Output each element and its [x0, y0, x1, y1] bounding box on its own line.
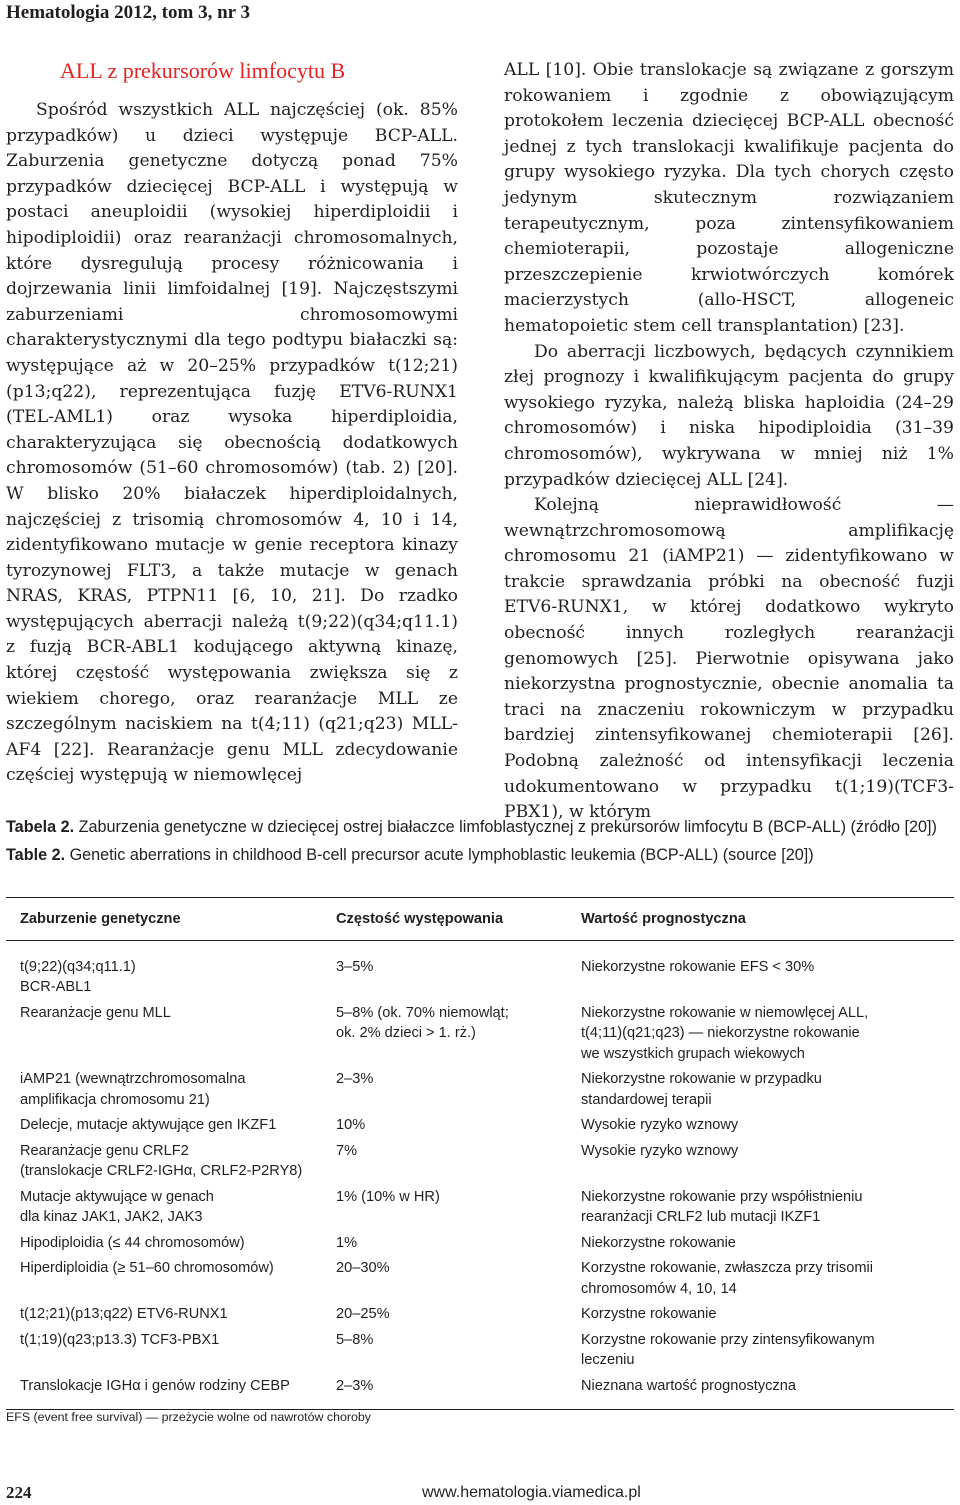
cell-aberration: iAMP21 (wewnątrzchromosomalna amplifikacja chromosomu 21) — [20, 1071, 246, 1108]
cell-prognosis: Korzystne rokowanie przy zintensyfikowanym leczeniu — [581, 1331, 875, 1368]
cell-aberration: Translokacje IGHα i genów rodziny CEBP — [20, 1377, 290, 1394]
cell-aberration: Hiperdiploidia (≥ 51–60 chromosomów) — [20, 1260, 274, 1276]
left-paragraph-1: Spośród wszystkich ALL najczęściej (ok. 85% przypadków) u dzieci występuje BCP-ALL. Zaburzenia genetyczne dotyczą ponad 75% przypadków dziecięcej BCP-ALL i występują w postaci aneuploidii (wysokiej hiperdiploidii i hipodiploidii) oraz rearanżacji chromosomalnych, które dysregulują procesy różnicowania i dojrzewania linii limfoidalnej [19]. Najczęstszymi zaburzeniami chromosomowymi charakterystycznymi dla tego podtypu białaczki są: występujące aż w 20–25% przypadków t(12;21) (p13;q22), reprezentująca fuzję ETV6-RUNX1 (TEL-AML1) oraz wysoka hiperdiploidia, charakteryzująca się obecnością dodatkowych chromosomów (51–60 chromosomów) (tab. 2) [20]. W blisko 20% białaczek hiperdiploidalnych, najczęściej z trisomią chromosomów 4, 10 i 14, zidentyfikowano mutacje w genie receptora kinazy tyrozynowej FLT3, a także mutacje w genach NRAS, KRAS, PTPN11 [6, 10, 21]. Do rzadko występujących aberracji należą t(9;22)(q34;q11.1) z fuzją BCR-ABL1 kodującego aktywną kinazę, której częstość występowania zwiększa się z wiekiem chorego, oraz rearanżacje MLL ze szczególnym naciskiem na t(4;11) (q21;q23) MLL-AF4 [22]. Rearanżacje genu MLL zdecydowanie częściej występują w niemowlęcej — [6, 100, 458, 786]
table-row — [6, 1258, 954, 1299]
cell-frequency: 2–3% — [336, 1377, 374, 1394]
cell-prognosis: Niekorzystne rokowanie — [581, 1234, 736, 1251]
table-body — [6, 941, 954, 1411]
table-row — [6, 1376, 954, 1397]
caption-english — [6, 845, 954, 866]
table-footnote: EFS (event free survival) — przeżycie wolne od nawrotów choroby — [6, 1410, 371, 1424]
right-paragraph-1: ALL [10]. Obie translokacje są związane z gorszym rokowaniem i zgodnie z obowiązującym protokołem leczenia dziecięcej BCP-ALL obecność jednej z tych translokacji kwalifikuje pacjenta do grupy wysokiego ryzyka. Dla tych chorych często jedynym skutecznym rozwiązaniem terapeutycznym, poza zintensyfikowaniem chemioterapii, pozostaje allogeniczne przeszczepienie krwiotwórczych komórek macierzystych (allo-HSCT, allogeneic hematopoietic stem cell transplantation) [23]. — [504, 60, 954, 336]
page-number: 224 — [6, 1483, 32, 1502]
caption-polish — [6, 817, 954, 838]
cell-prognosis: Niekorzystne rokowanie w niemowlęcej ALL, t(4;11)(q21;q23) — niekorzystne rokowanie we wszystkich grupach wiekowych — [581, 1004, 869, 1062]
cell-aberration: Rearanżacje genu MLL — [20, 1004, 171, 1021]
cell-frequency: 5–8% (ok. 70% niemowląt; ok. 2% dzieci > 1. rż.) — [336, 1004, 509, 1041]
header-frequency: Częstość występowania — [336, 911, 504, 927]
table-row — [6, 1187, 954, 1228]
cell-prognosis: Niekorzystne rokowanie przy współistnieniu rearanżacji CRLF2 lub mutacji IKZF1 — [581, 1188, 863, 1225]
cell-aberration: Delecje, mutacje aktywujące gen IKZF1 — [20, 1117, 277, 1133]
cell-prognosis: Wysokie ryzyko wznowy — [581, 1117, 739, 1133]
caption-pl-label: Tabela 2. — [6, 818, 75, 836]
cell-frequency: 3–5% — [336, 958, 374, 975]
cell-aberration: Hipodiploidia (≤ 44 chromosomów) — [20, 1234, 245, 1251]
table-caption — [6, 817, 954, 873]
header-aberration: Zaburzenie genetyczne — [20, 911, 181, 927]
table-header-row — [6, 898, 954, 941]
cell-frequency: 20–30% — [336, 1260, 390, 1276]
caption-pl-text: Zaburzenia genetyczne w dziecięcej ostrej białaczce limfoblastycznej z prekursorów limfocytu B (BCP-ALL) (źródło [20]) — [74, 818, 937, 836]
cell-frequency: 2–3% — [336, 1071, 374, 1087]
right-paragraph-3: Kolejną nieprawidłowość — wewnątrzchromosomową amplifikację chromosomu 21 (iAMP21) — zidentyfikowano w trakcie sprawdzania próbki na obecność fuzji ETV6-RUNX1, w której dodatkowo wykryto obecność innych rozległych rearanżacji genomowych [25]. Pierwotnie opisywana jako niekorzystna prognostycznie, obecnie anomalia ta traci na znaczeniu rokowniczym w przypadku bardziej zintensyfikowanej chemioterapii [26]. Podobną zależność od intensyfikacji leczenia udokumentowano w przypadku t(1;19)(TCF3-PBX1), w którym — [504, 495, 954, 823]
header-prognosis: Wartość prognostyczna — [581, 911, 746, 927]
caption-en-text: Genetic aberrations in childhood B-cell precursor acute lymphoblastic leukemia (BCP-ALL) (source [20]) — [65, 846, 814, 864]
cell-aberration: t(9;22)(q34;q11.1) BCR-ABL1 — [20, 958, 136, 995]
section-title: ALL z prekursorów limfocytu B — [60, 58, 346, 83]
table-row — [6, 1304, 954, 1325]
table-row — [6, 1069, 954, 1110]
journal-url: www.hematologia.viamedica.pl — [422, 1484, 641, 1501]
cell-frequency: 1% — [336, 1234, 358, 1251]
cell-frequency: 7% — [336, 1142, 358, 1159]
cell-prognosis: Niekorzystne rokowanie EFS < 30% — [581, 958, 815, 975]
cell-prognosis: Korzystne rokowanie, zwłaszcza przy trisomii chromosomów 4, 10, 14 — [581, 1260, 873, 1297]
right-column — [504, 58, 954, 826]
cell-aberration: t(12;21)(p13;q22) ETV6-RUNX1 — [20, 1306, 228, 1322]
cell-prognosis: Korzystne rokowanie — [581, 1306, 717, 1322]
right-paragraph-2: Do aberracji liczbowych, będących czynnikiem złej prognozy i kwalifikującym pacjenta do grupy wysokiego ryzyka, należą bliska haploidia (24–29 chromosomów) i niska hipodiploidia (31–39 chromosomów), wykrywana w mniej niż 1% przypadków dziecięcej ALL [24]. — [504, 341, 954, 490]
cell-aberration: Rearanżacje genu CRLF2 (translokacje CRLF2-IGHα, CRLF2-P2RY8) — [20, 1142, 303, 1179]
table-row — [6, 957, 954, 998]
cell-frequency: 20–25% — [336, 1306, 390, 1322]
table-row — [6, 1141, 954, 1182]
cell-prognosis: Wysokie ryzyko wznowy — [581, 1142, 739, 1159]
cell-frequency: 10% — [336, 1117, 366, 1133]
table-row — [6, 1115, 954, 1136]
cell-aberration: t(1;19)(q23;p13.3) TCF3-PBX1 — [20, 1331, 220, 1348]
table-row — [6, 1003, 954, 1065]
genetic-aberrations-table — [6, 897, 954, 1410]
cell-aberration: Mutacje aktywujące w genach dla kinaz JAK1, JAK2, JAK3 — [20, 1188, 214, 1225]
cell-prognosis: Nieznana wartość prognostyczna — [581, 1377, 796, 1394]
cell-frequency: 5–8% — [336, 1331, 374, 1348]
journal-header: Hematologia 2012, tom 3, nr 3 — [6, 2, 250, 23]
left-column — [6, 58, 458, 789]
cell-frequency: 1% (10% w HR) — [336, 1188, 440, 1205]
table-row — [6, 1330, 954, 1371]
cell-prognosis: Niekorzystne rokowanie w przypadku standardowej terapii — [581, 1071, 822, 1108]
table-row — [6, 1233, 954, 1254]
caption-en-label: Table 2. — [6, 846, 66, 864]
